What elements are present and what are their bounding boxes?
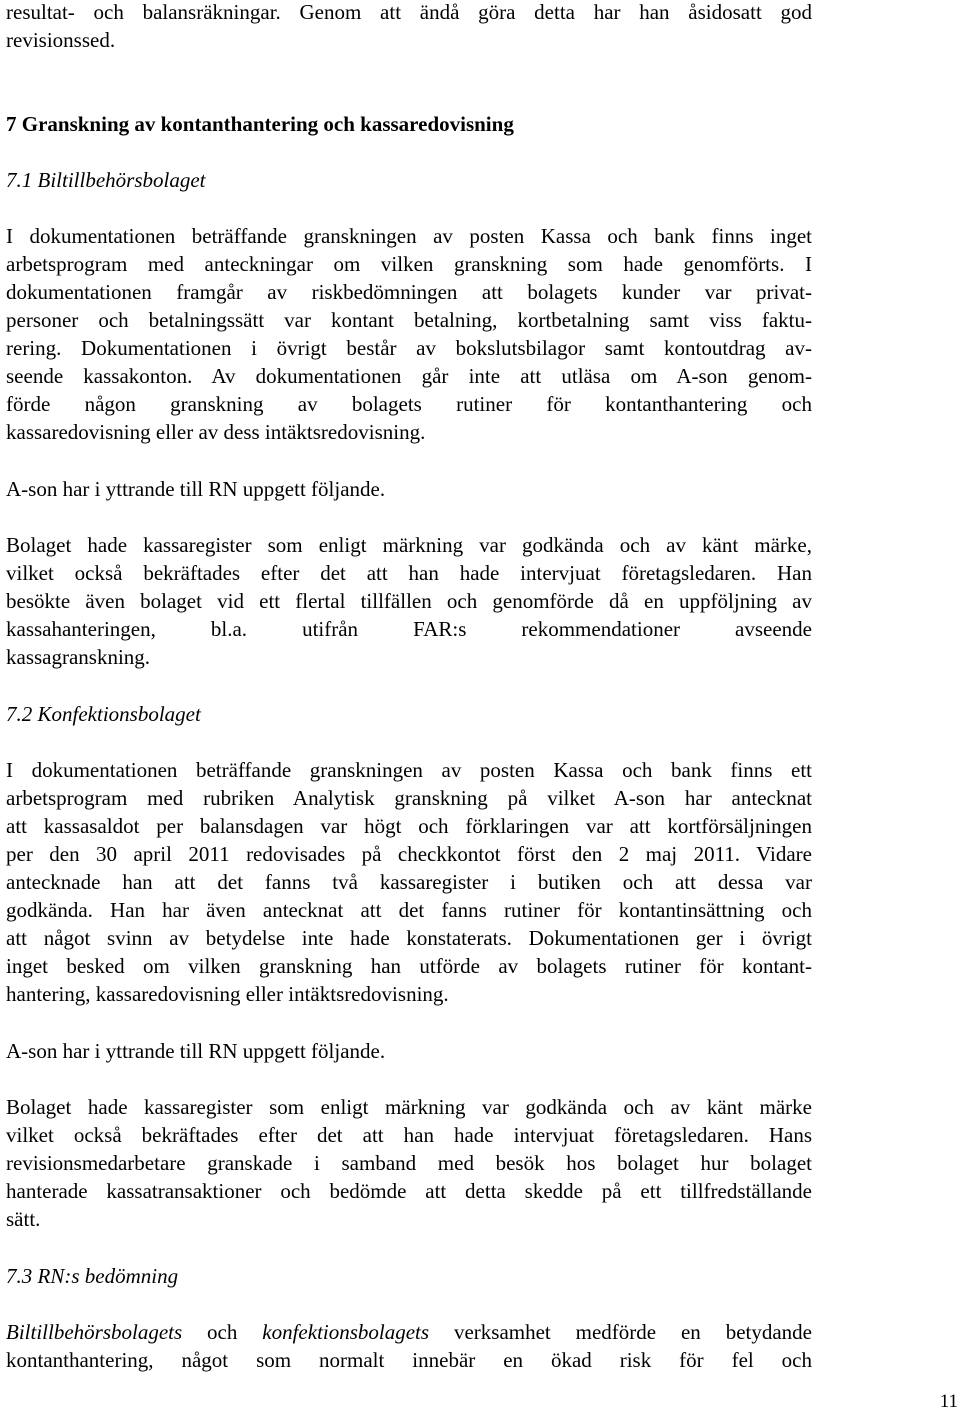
text-line: kontanthantering, något som normalt innebär en ökad risk för fel och [6,1348,812,1372]
text-line: revisionsmedarbetare granskade i samband med besök hos bolaget hur bolaget [6,1151,812,1175]
text-line: vilket också bekräftades efter det att han hade intervjuat företagsledaren. Hans [6,1123,812,1147]
section-7-2-paragraph-1 [6,756,812,1008]
intro-paragraph [6,0,812,54]
section-7-2-paragraph-2: A-son har i yttrande till RN uppgett följande. [6,1039,386,1063]
text-line: arbetsprogram med anteckningar om vilken granskning som hade genomförts. I [6,252,812,276]
italic-company-name: Biltillbehörsbolagets [6,1320,183,1344]
section-7-heading: 7 Granskning av kontanthantering och kassaredovisning [6,112,514,136]
text-line: inget besked om vilken granskning han utförde av bolagets rutiner för kontant- [6,954,812,978]
text-line: Bolaget hade kassaregister som enligt märkning var godkända och av känt märke, [6,533,812,557]
text-line: revisionssed. [6,28,116,52]
section-7-1-heading: 7.1 Biltillbehörsbolaget [6,168,206,192]
text-line: kassahanteringen, bl.a. utifrån FAR:s rekommendationer avseende [6,617,812,641]
text-line: hanterade kassatransaktioner och bedömde att detta skedde på ett tillfredställande [6,1179,812,1203]
section-7-3-heading: 7.3 RN:s bedömning [6,1264,179,1288]
text-line: rering. Dokumentationen i övrigt består av bokslutsbilagor samt kontoutdrag av- [6,336,812,360]
section-7-3-paragraph-1 [6,1318,812,1374]
section-7-1-paragraph-2: A-son har i yttrande till RN uppgett följande. [6,477,386,501]
text-line: besökte även bolaget vid ett flertal tillfällen och genomförde då en uppföljning av [6,589,812,613]
text-fragment: och [182,1320,263,1344]
text-line: arbetsprogram med rubriken Analytisk granskning på vilket A-son har antecknat [6,786,812,810]
text-line: per den 30 april 2011 redovisades på checkkontot först den 2 maj 2011. Vidare [6,842,812,866]
italic-company-name: konfektionsbolagets [262,1320,430,1344]
text-line: förde någon granskning av bolagets rutiner för kontanthantering och [6,392,812,416]
text-line: Bolaget hade kassaregister som enligt märkning var godkända och av känt märke [6,1095,812,1119]
text-fragment: verksamhet medförde en betydande [429,1320,812,1344]
text-line: sätt. [6,1207,41,1231]
text-line: kassaredovisning eller av dess intäktsredovisning. [6,420,426,444]
text-line: dokumentationen framgår av riskbedömningen att bolagets kunder var privat- [6,280,812,304]
text-line [6,1318,812,1346]
text-line: hantering, kassaredovisning eller intäktsredovisning. [6,982,449,1006]
text-line: antecknade han att det fanns två kassaregister i butiken och att dessa var [6,870,812,894]
text-line: vilket också bekräftades efter det att han hade intervjuat företagsledaren. Han [6,561,812,585]
section-7-2-heading: 7.2 Konfektionsbolaget [6,702,201,726]
page-number: 11 [939,1391,958,1412]
text-line: att kassasaldot per balansdagen var högt och förklaringen var att kortförsäljningen [6,814,812,838]
section-7-1-paragraph-3 [6,531,812,671]
text-line: att något svinn av betydelse inte hade konstaterats. Dokumentationen ger i övrigt [6,926,812,950]
text-line: I dokumentationen beträffande granskningen av posten Kassa och bank finns ett [6,758,812,782]
text-line: I dokumentationen beträffande granskningen av posten Kassa och bank finns inget [6,224,812,248]
text-line: personer och betalningssätt var kontant betalning, kortbetalning samt viss faktu- [6,308,812,332]
text-line: godkända. Han har även antecknat att det fanns rutiner för kontantinsättning och [6,898,812,922]
text-line: resultat- och balansräkningar. Genom att ändå göra detta har han åsidosatt god [6,0,812,24]
text-line: seende kassakonton. Av dokumentationen går inte att utläsa om A-son genom- [6,364,812,388]
section-7-1-paragraph-1 [6,222,812,446]
text-line: kassagranskning. [6,645,151,669]
section-7-2-paragraph-3 [6,1093,812,1233]
